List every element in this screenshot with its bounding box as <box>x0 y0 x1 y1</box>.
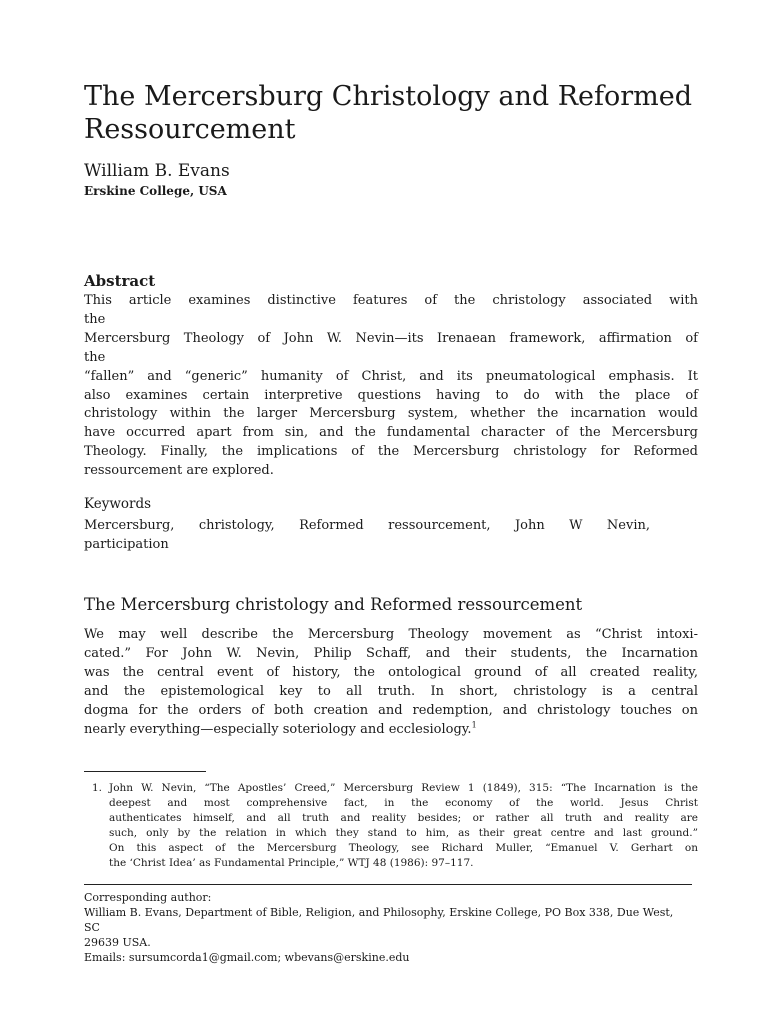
corresponding-address: 29639 USA. <box>84 936 151 949</box>
section-paragraph <box>84 625 698 739</box>
paragraph-line <box>84 720 698 739</box>
corresponding-emails[interactable]: Emails: sursumcorda1@gmail.com; wbevans@erskine.edu <box>84 951 410 964</box>
section-heading: The Mercersburg christology and Reformed ressourcement <box>84 595 583 614</box>
abstract-line: ressourcement are explored. <box>84 463 274 479</box>
paragraph-line: was the central event of history, the ontological ground of all created reality, <box>84 665 698 680</box>
abstract-line: have occurred apart from sin, and the fundamental character of the Mercersburg <box>84 425 698 441</box>
footnote-number: 1. <box>92 782 103 794</box>
paragraph-line: and the epistemological key to all truth. In short, christology is a central <box>84 684 698 699</box>
abstract-text <box>84 292 698 481</box>
author-name: William B. Evans <box>84 161 230 181</box>
abstract-line: the <box>84 311 106 327</box>
author-affiliation: Erskine College, USA <box>84 184 227 198</box>
corresponding-address: William B. Evans, Department of Bible, Religion, and Philosophy, Erskine College, PO Box 338, Due West, <box>84 906 674 919</box>
corresponding-address: SC <box>84 921 100 934</box>
keywords-list <box>84 516 650 554</box>
abstract-line: also examines certain interpretive questions having to do with the place of <box>84 387 698 403</box>
abstract-line: Mercersburg Theology of John W. Nevin—its Irenaean framework, affirmation of <box>84 330 698 346</box>
footnote-divider <box>84 771 206 772</box>
corresponding-heading: Corresponding author: <box>84 891 212 904</box>
paragraph-line: We may well describe the Mercersburg Theology movement as “Christ intoxi- <box>84 627 698 642</box>
footnote-line: the ‘Christ Idea’ as Fundamental Principle,” WTJ 48 (1986): 97–117. <box>109 857 474 869</box>
keywords-line: participation <box>84 537 169 552</box>
abstract-line: “fallen” and “generic” humanity of Christ, and its pneumatological emphasis. It <box>84 368 698 384</box>
footnote-text <box>109 781 698 871</box>
abstract-line: the <box>84 349 106 365</box>
abstract-line: This article examines distinctive features of the christology associated with <box>84 293 698 308</box>
corresponding-author <box>84 890 704 965</box>
footnote-line: On this aspect of the Mercersburg Theology, see Richard Muller, “Emanuel V. Gerhart on <box>109 842 698 854</box>
abstract-line: Theology. Finally, the implications of the Mercersburg christology for Reformed <box>84 444 698 460</box>
footnote <box>92 781 698 871</box>
abstract-heading: Abstract <box>84 272 156 290</box>
article-title: The Mercersburg Christology and Reformed Ressourcement <box>84 81 693 145</box>
footnote-line: authenticates himself, and all truth and reality besides; or rather all truth and reality are <box>109 812 698 824</box>
footnote-line: John W. Nevin, “The Apostles’ Creed,” Mercersburg Review 1 (1849), 315: “The Incarnation is the <box>109 782 698 794</box>
abstract-line: christology within the larger Mercersburg system, whether the incarnation would <box>84 406 698 422</box>
keywords-heading: Keywords <box>84 496 152 512</box>
correspondence-divider <box>84 884 692 885</box>
paragraph-line: dogma for the orders of both creation and redemption, and christology touches on <box>84 703 698 718</box>
paragraph-line: cated.” For John W. Nevin, Philip Schaff, and their students, the Incarnation <box>84 646 698 661</box>
footnote-line: deepest and most comprehensive fact, in the economy of the world. Jesus Christ <box>109 797 698 809</box>
footnote-ref[interactable]: 1 <box>471 720 477 730</box>
paragraph-last-text: nearly everything—especially soteriology and ecclesiology. <box>84 722 472 737</box>
footnote-line: such, only by the relation in which they stand to him, as their great centre and last ground.” <box>109 827 698 839</box>
keywords-line: Mercersburg, christology, Reformed ressourcement, John W Nevin, <box>84 518 650 533</box>
